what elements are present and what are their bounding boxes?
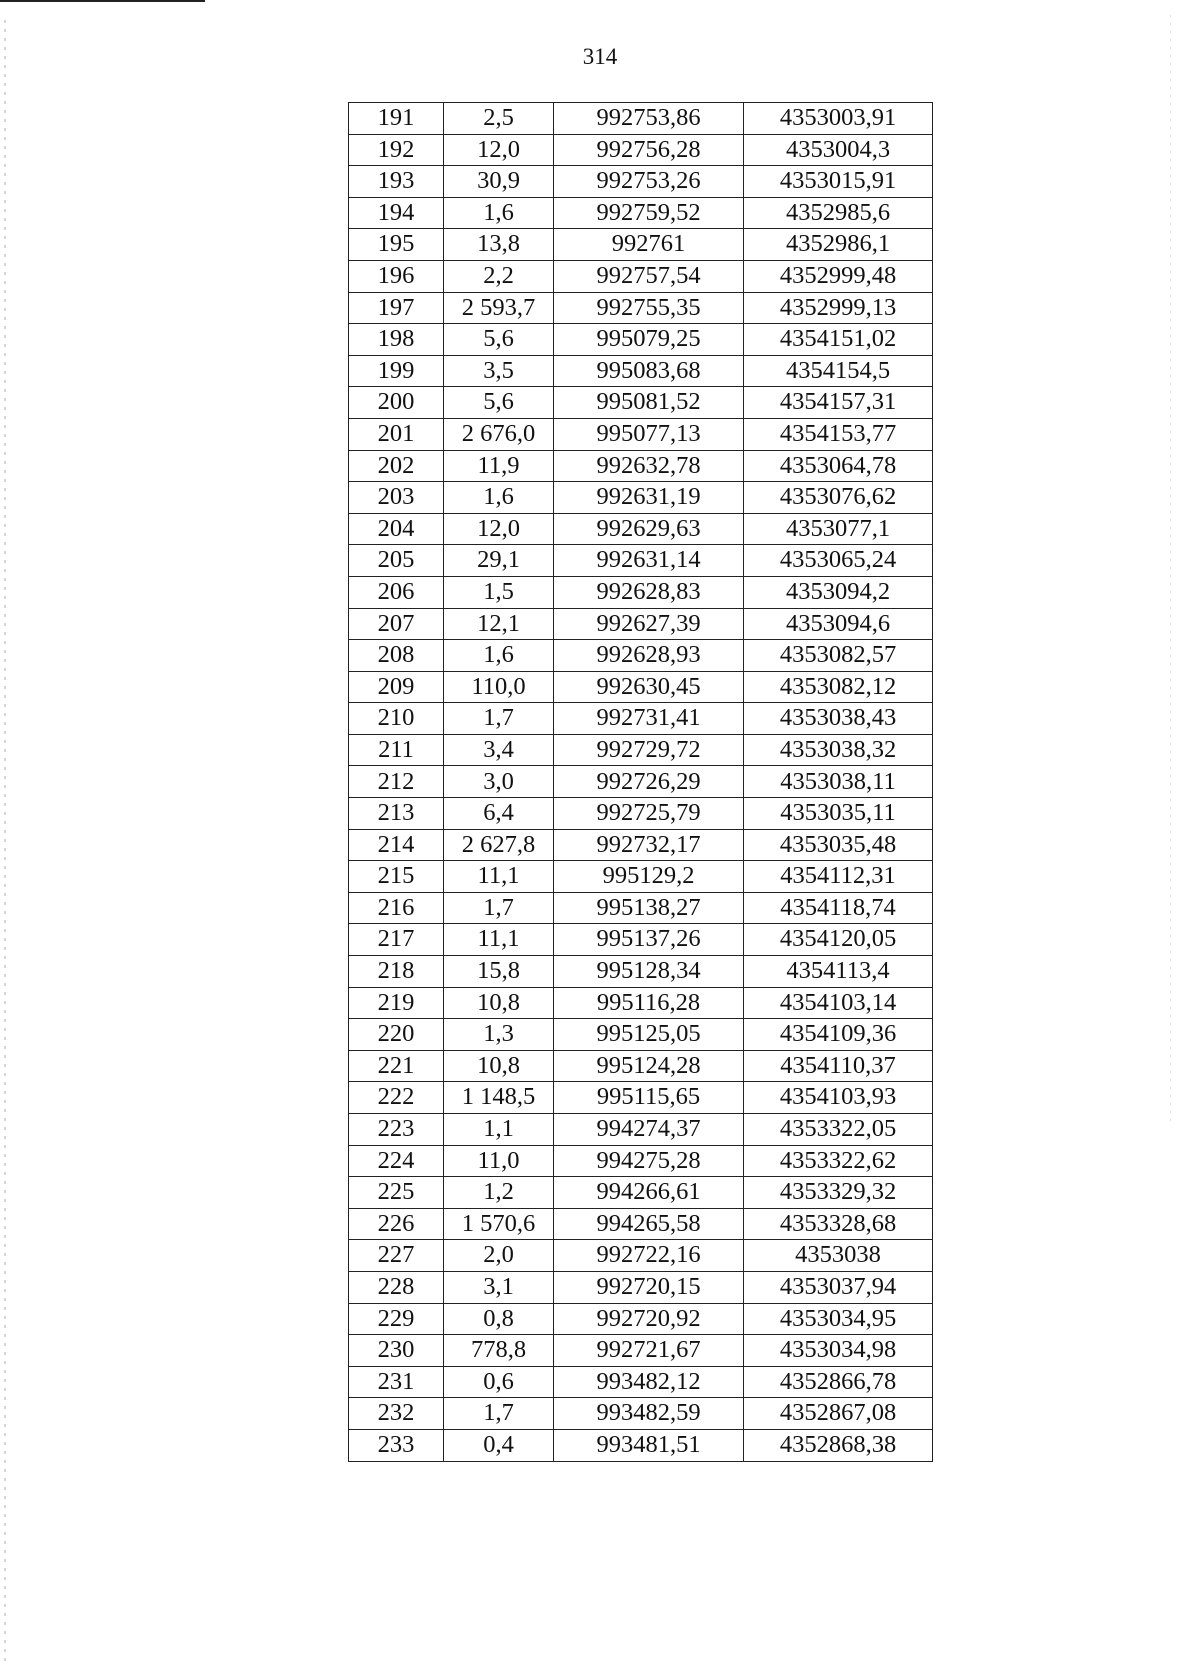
area-value-cell: 10,8 [444, 1050, 554, 1082]
table-row [349, 892, 933, 924]
point-number-cell: 208 [349, 640, 444, 672]
table-row [349, 987, 933, 1019]
y-coordinate-cell: 4353034,95 [744, 1303, 933, 1335]
x-coordinate-cell: 994274,37 [554, 1114, 744, 1146]
area-value-cell: 3,1 [444, 1271, 554, 1303]
table-row [349, 197, 933, 229]
area-value-cell: 11,1 [444, 924, 554, 956]
y-coordinate-cell: 4352866,78 [744, 1366, 933, 1398]
area-value-cell: 1,6 [444, 197, 554, 229]
table-row [349, 1177, 933, 1209]
table-row [349, 703, 933, 735]
table-row [349, 1335, 933, 1367]
scan-edge-left [4, 20, 6, 1666]
table-row [349, 1271, 933, 1303]
point-number-cell: 224 [349, 1145, 444, 1177]
x-coordinate-cell: 992761 [554, 229, 744, 261]
y-coordinate-cell: 4353082,57 [744, 640, 933, 672]
x-coordinate-cell: 992755,35 [554, 292, 744, 324]
x-coordinate-cell: 994265,58 [554, 1208, 744, 1240]
table-row [349, 1050, 933, 1082]
area-value-cell: 778,8 [444, 1335, 554, 1367]
point-number-cell: 204 [349, 513, 444, 545]
table-row [349, 1145, 933, 1177]
table-row [349, 1398, 933, 1430]
point-number-cell: 212 [349, 766, 444, 798]
x-coordinate-cell: 995128,34 [554, 956, 744, 988]
x-coordinate-cell: 992757,54 [554, 260, 744, 292]
x-coordinate-cell: 992725,79 [554, 798, 744, 830]
y-coordinate-cell: 4354109,36 [744, 1019, 933, 1051]
point-number-cell: 200 [349, 387, 444, 419]
point-number-cell: 225 [349, 1177, 444, 1209]
table-row [349, 418, 933, 450]
table-row [349, 1082, 933, 1114]
x-coordinate-cell: 993482,12 [554, 1366, 744, 1398]
point-number-cell: 221 [349, 1050, 444, 1082]
x-coordinate-cell: 992632,78 [554, 450, 744, 482]
y-coordinate-cell: 4353082,12 [744, 671, 933, 703]
area-value-cell: 1 570,6 [444, 1208, 554, 1240]
y-coordinate-cell: 4354113,4 [744, 956, 933, 988]
point-number-cell: 194 [349, 197, 444, 229]
y-coordinate-cell: 4353035,11 [744, 798, 933, 830]
point-number-cell: 231 [349, 1366, 444, 1398]
point-number-cell: 228 [349, 1271, 444, 1303]
area-value-cell: 2 593,7 [444, 292, 554, 324]
y-coordinate-cell: 4353065,24 [744, 545, 933, 577]
x-coordinate-cell: 992628,93 [554, 640, 744, 672]
y-coordinate-cell: 4353038,11 [744, 766, 933, 798]
point-number-cell: 192 [349, 134, 444, 166]
x-coordinate-cell: 995079,25 [554, 324, 744, 356]
point-number-cell: 233 [349, 1429, 444, 1461]
area-value-cell: 110,0 [444, 671, 554, 703]
y-coordinate-cell: 4353329,32 [744, 1177, 933, 1209]
area-value-cell: 12,0 [444, 513, 554, 545]
area-value-cell: 3,4 [444, 734, 554, 766]
y-coordinate-cell: 4353015,91 [744, 166, 933, 198]
x-coordinate-cell: 992753,86 [554, 103, 744, 135]
x-coordinate-cell: 995138,27 [554, 892, 744, 924]
point-number-cell: 205 [349, 545, 444, 577]
y-coordinate-cell: 4353004,3 [744, 134, 933, 166]
area-value-cell: 2,5 [444, 103, 554, 135]
table-row [349, 134, 933, 166]
area-value-cell: 2 627,8 [444, 829, 554, 861]
area-value-cell: 1 148,5 [444, 1082, 554, 1114]
area-value-cell: 1,7 [444, 892, 554, 924]
table-row [349, 355, 933, 387]
x-coordinate-cell: 993481,51 [554, 1429, 744, 1461]
point-number-cell: 210 [349, 703, 444, 735]
y-coordinate-cell: 4354110,37 [744, 1050, 933, 1082]
table-row [349, 640, 933, 672]
table-row [349, 798, 933, 830]
area-value-cell: 2 676,0 [444, 418, 554, 450]
table-row [349, 229, 933, 261]
y-coordinate-cell: 4352868,38 [744, 1429, 933, 1461]
table-row [349, 576, 933, 608]
x-coordinate-cell: 992627,39 [554, 608, 744, 640]
x-coordinate-cell: 995125,05 [554, 1019, 744, 1051]
table-row [349, 671, 933, 703]
area-value-cell: 12,1 [444, 608, 554, 640]
table-row [349, 924, 933, 956]
point-number-cell: 217 [349, 924, 444, 956]
table-row [349, 829, 933, 861]
area-value-cell: 15,8 [444, 956, 554, 988]
table-row [349, 766, 933, 798]
point-number-cell: 214 [349, 829, 444, 861]
table-row [349, 166, 933, 198]
x-coordinate-cell: 995115,65 [554, 1082, 744, 1114]
x-coordinate-cell: 995081,52 [554, 387, 744, 419]
x-coordinate-cell: 992731,41 [554, 703, 744, 735]
y-coordinate-cell: 4353035,48 [744, 829, 933, 861]
table-row [349, 608, 933, 640]
y-coordinate-cell: 4353038,32 [744, 734, 933, 766]
point-number-cell: 211 [349, 734, 444, 766]
y-coordinate-cell: 4353064,78 [744, 450, 933, 482]
table-row [349, 1114, 933, 1146]
y-coordinate-cell: 4352999,13 [744, 292, 933, 324]
point-number-cell: 201 [349, 418, 444, 450]
area-value-cell: 0,4 [444, 1429, 554, 1461]
table-row [349, 324, 933, 356]
table-row [349, 1240, 933, 1272]
point-number-cell: 191 [349, 103, 444, 135]
y-coordinate-cell: 4353037,94 [744, 1271, 933, 1303]
area-value-cell: 1,7 [444, 1398, 554, 1430]
point-number-cell: 229 [349, 1303, 444, 1335]
y-coordinate-cell: 4352985,6 [744, 197, 933, 229]
y-coordinate-cell: 4354154,5 [744, 355, 933, 387]
area-value-cell: 3,0 [444, 766, 554, 798]
coordinates-table-body [349, 103, 933, 1462]
area-value-cell: 0,8 [444, 1303, 554, 1335]
scan-edge-right [1170, 15, 1171, 1125]
table-row [349, 450, 933, 482]
table-row [349, 103, 933, 135]
area-value-cell: 6,4 [444, 798, 554, 830]
point-number-cell: 196 [349, 260, 444, 292]
y-coordinate-cell: 4354151,02 [744, 324, 933, 356]
area-value-cell: 1,2 [444, 1177, 554, 1209]
y-coordinate-cell: 4353322,62 [744, 1145, 933, 1177]
y-coordinate-cell: 4352867,08 [744, 1398, 933, 1430]
x-coordinate-cell: 992726,29 [554, 766, 744, 798]
x-coordinate-cell: 995077,13 [554, 418, 744, 450]
area-value-cell: 1,3 [444, 1019, 554, 1051]
area-value-cell: 1,1 [444, 1114, 554, 1146]
point-number-cell: 232 [349, 1398, 444, 1430]
area-value-cell: 11,9 [444, 450, 554, 482]
point-number-cell: 230 [349, 1335, 444, 1367]
x-coordinate-cell: 995129,2 [554, 861, 744, 893]
point-number-cell: 215 [349, 861, 444, 893]
point-number-cell: 213 [349, 798, 444, 830]
point-number-cell: 216 [349, 892, 444, 924]
x-coordinate-cell: 992628,83 [554, 576, 744, 608]
y-coordinate-cell: 4354157,31 [744, 387, 933, 419]
y-coordinate-cell: 4352999,48 [744, 260, 933, 292]
area-value-cell: 1,6 [444, 640, 554, 672]
x-coordinate-cell: 992756,28 [554, 134, 744, 166]
x-coordinate-cell: 995116,28 [554, 987, 744, 1019]
area-value-cell: 0,6 [444, 1366, 554, 1398]
point-number-cell: 220 [349, 1019, 444, 1051]
x-coordinate-cell: 992759,52 [554, 197, 744, 229]
x-coordinate-cell: 992720,92 [554, 1303, 744, 1335]
y-coordinate-cell: 4353003,91 [744, 103, 933, 135]
table-row [349, 734, 933, 766]
x-coordinate-cell: 992631,14 [554, 545, 744, 577]
x-coordinate-cell: 995124,28 [554, 1050, 744, 1082]
area-value-cell: 1,6 [444, 482, 554, 514]
y-coordinate-cell: 4353328,68 [744, 1208, 933, 1240]
y-coordinate-cell: 4353038 [744, 1240, 933, 1272]
y-coordinate-cell: 4353094,6 [744, 608, 933, 640]
point-number-cell: 207 [349, 608, 444, 640]
x-coordinate-cell: 994266,61 [554, 1177, 744, 1209]
x-coordinate-cell: 995083,68 [554, 355, 744, 387]
table-row [349, 861, 933, 893]
area-value-cell: 1,5 [444, 576, 554, 608]
point-number-cell: 218 [349, 956, 444, 988]
x-coordinate-cell: 992732,17 [554, 829, 744, 861]
page-number: 314 [582, 44, 618, 69]
area-value-cell: 5,6 [444, 324, 554, 356]
y-coordinate-cell: 4353094,2 [744, 576, 933, 608]
x-coordinate-cell: 992630,45 [554, 671, 744, 703]
table-row [349, 513, 933, 545]
table-row [349, 1019, 933, 1051]
area-value-cell: 29,1 [444, 545, 554, 577]
point-number-cell: 202 [349, 450, 444, 482]
point-number-cell: 193 [349, 166, 444, 198]
y-coordinate-cell: 4354103,14 [744, 987, 933, 1019]
point-number-cell: 203 [349, 482, 444, 514]
y-coordinate-cell: 4354120,05 [744, 924, 933, 956]
y-coordinate-cell: 4354153,77 [744, 418, 933, 450]
coordinates-table [348, 102, 933, 1462]
area-value-cell: 11,1 [444, 861, 554, 893]
point-number-cell: 227 [349, 1240, 444, 1272]
y-coordinate-cell: 4354118,74 [744, 892, 933, 924]
y-coordinate-cell: 4353077,1 [744, 513, 933, 545]
table-row [349, 1366, 933, 1398]
table-row [349, 260, 933, 292]
x-coordinate-cell: 992722,16 [554, 1240, 744, 1272]
point-number-cell: 197 [349, 292, 444, 324]
table-row [349, 1429, 933, 1461]
x-coordinate-cell: 994275,28 [554, 1145, 744, 1177]
point-number-cell: 195 [349, 229, 444, 261]
point-number-cell: 209 [349, 671, 444, 703]
y-coordinate-cell: 4354112,31 [744, 861, 933, 893]
area-value-cell: 2,2 [444, 260, 554, 292]
area-value-cell: 10,8 [444, 987, 554, 1019]
x-coordinate-cell: 992631,19 [554, 482, 744, 514]
area-value-cell: 12,0 [444, 134, 554, 166]
area-value-cell: 30,9 [444, 166, 554, 198]
point-number-cell: 198 [349, 324, 444, 356]
y-coordinate-cell: 4353322,05 [744, 1114, 933, 1146]
y-coordinate-cell: 4352986,1 [744, 229, 933, 261]
y-coordinate-cell: 4353038,43 [744, 703, 933, 735]
area-value-cell: 5,6 [444, 387, 554, 419]
table-row [349, 1303, 933, 1335]
x-coordinate-cell: 992721,67 [554, 1335, 744, 1367]
x-coordinate-cell: 992729,72 [554, 734, 744, 766]
x-coordinate-cell: 992753,26 [554, 166, 744, 198]
header-rule [0, 0, 205, 2]
y-coordinate-cell: 4354103,93 [744, 1082, 933, 1114]
point-number-cell: 223 [349, 1114, 444, 1146]
x-coordinate-cell: 993482,59 [554, 1398, 744, 1430]
point-number-cell: 206 [349, 576, 444, 608]
point-number-cell: 219 [349, 987, 444, 1019]
point-number-cell: 226 [349, 1208, 444, 1240]
table-row [349, 545, 933, 577]
point-number-cell: 199 [349, 355, 444, 387]
area-value-cell: 3,5 [444, 355, 554, 387]
area-value-cell: 13,8 [444, 229, 554, 261]
table-row [349, 956, 933, 988]
x-coordinate-cell: 992629,63 [554, 513, 744, 545]
table-row [349, 1208, 933, 1240]
x-coordinate-cell: 992720,15 [554, 1271, 744, 1303]
y-coordinate-cell: 4353034,98 [744, 1335, 933, 1367]
table-row [349, 387, 933, 419]
x-coordinate-cell: 995137,26 [554, 924, 744, 956]
area-value-cell: 1,7 [444, 703, 554, 735]
table-row [349, 482, 933, 514]
table-row [349, 292, 933, 324]
y-coordinate-cell: 4353076,62 [744, 482, 933, 514]
area-value-cell: 11,0 [444, 1145, 554, 1177]
area-value-cell: 2,0 [444, 1240, 554, 1272]
point-number-cell: 222 [349, 1082, 444, 1114]
